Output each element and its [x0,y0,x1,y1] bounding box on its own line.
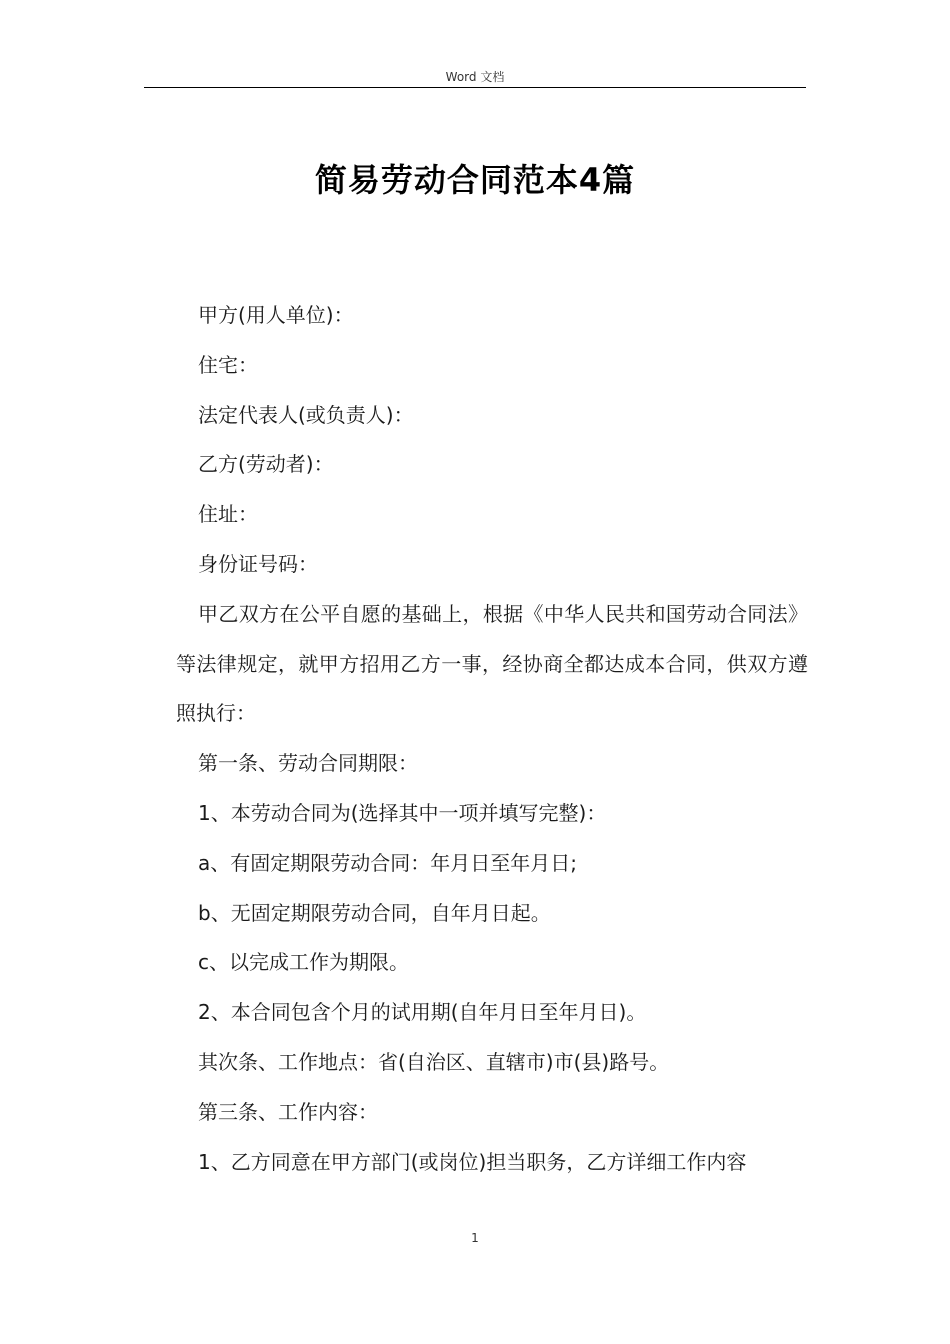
paragraph-party-a-residence: 住宅： [198,352,258,377]
document-body [176,291,808,1187]
paragraph-article-3: 第三条、工作内容： [198,1099,378,1124]
paragraph-clause-1-b: b、无固定期限劳动合同，自年月日起。 [198,900,551,925]
paragraph-id-number: 身份证号码： [198,551,318,576]
paragraph-clause-1-c: c、以完成工作为期限。 [198,950,409,975]
header-label: Word 文档 [445,70,505,84]
document-title: 简易劳动合同范本4篇 [314,161,636,199]
paragraph-clause-3-1: 1、乙方同意在甲方部门(或岗位)担当职务，乙方详细工作内容 [198,1149,747,1174]
paragraph-party-a: 甲方(用人单位)： [198,303,354,327]
paragraph-preamble: 甲乙双方在公平自愿的基础上，根据《中华人民共和国劳动合同法》等法律规定，就甲方招用乙方一事，经协商全都达成本合同，供双方遵照执行： [176,601,808,726]
page-number: 1 [471,1231,479,1245]
paragraph-party-b: 乙方(劳动者)： [198,452,334,477]
paragraph-clause-1-a: a、有固定期限劳动合同：年月日至年月日; [198,850,577,875]
paragraph-clause-1-1: 1、本劳动合同为(选择其中一项并填写完整)： [198,800,607,825]
paragraph-article-1: 第一条、劳动合同期限： [198,751,418,776]
paragraph-party-b-address: 住址： [198,502,258,527]
paragraph-article-2: 其次条、工作地点：省(自治区、直辖市)市(县)路号。 [198,1049,670,1074]
paragraph-legal-representative: 法定代表人(或负责人)： [198,402,414,427]
header-divider [144,87,806,88]
paragraph-clause-1-2: 2、本合同包含个月的试用期(自年月日至年月日)。 [198,1000,647,1025]
